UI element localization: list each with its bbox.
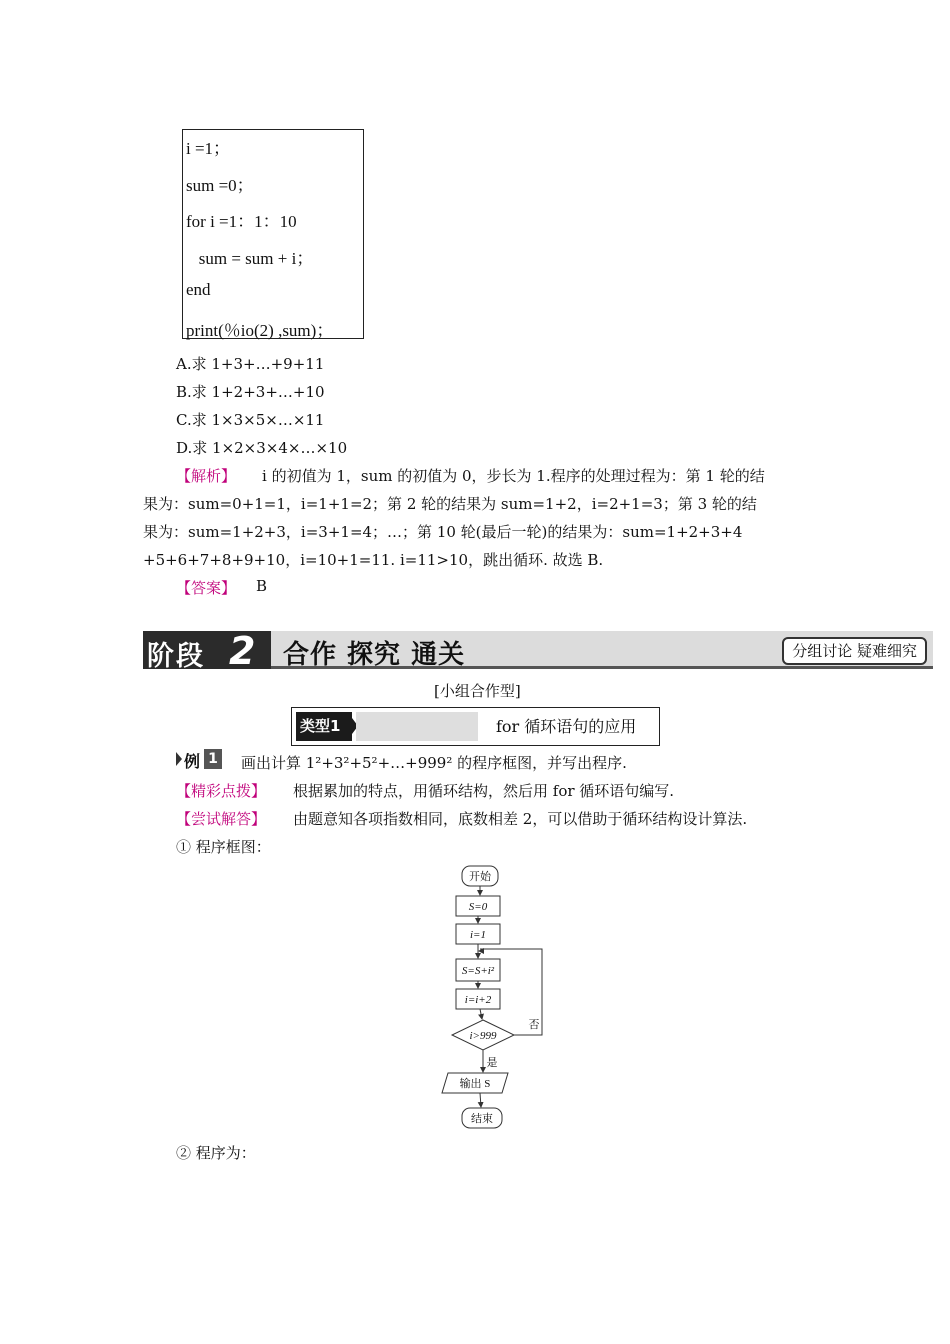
code-box — [182, 129, 364, 339]
section-title: 合作 探究 通关 — [283, 640, 466, 670]
section-header — [143, 629, 933, 673]
attempt-label: 【尝试解答】 — [176, 810, 267, 828]
code-line: sum =0； — [186, 176, 254, 195]
code-line: for i =1：1：10 — [186, 212, 297, 231]
hint-text: 根据累加的特点，用循环结构，然后用 for 循环语句编写. — [293, 782, 675, 800]
example-word: 例 — [184, 752, 201, 771]
flow-condition-label: i>999 — [469, 1030, 497, 1042]
section-stage-label: 阶段 — [147, 641, 205, 672]
example-text: 画出计算 1²+3²+5²+…+999² 的程序框图，并写出程序. — [241, 754, 627, 772]
analysis-line: 果为：sum=1+2+3，i=3+1=4；…；第 10 轮(最后一轮)的结果为：sum=1+2+3+4 — [143, 523, 743, 541]
example-number: 1 — [204, 749, 222, 769]
analysis-label: 【解析】 — [176, 467, 237, 485]
answer-value: B — [256, 577, 268, 595]
example-tag — [176, 749, 222, 769]
attempt-text: 由题意知各项指数相同，底数相差 2，可以借助于循环结构设计算法. — [293, 810, 748, 828]
flow-i-update-label: i=i+2 — [464, 994, 492, 1006]
option-b: B.求 1+2+3+…+10 — [176, 383, 325, 401]
group-type: [小组合作型] — [434, 682, 521, 700]
flow-no-label: 否 — [528, 1019, 540, 1031]
option-c: C.求 1×3×5×…×11 — [176, 411, 325, 429]
section-stage-number: 2 — [229, 629, 256, 673]
type-gray-band — [356, 712, 478, 741]
analysis-line: i 的初值为 1，sum 的初值为 0，步长为 1.程序的处理过程为：第 1 轮的结 — [262, 467, 765, 485]
type-tag: 类型1 — [296, 712, 352, 741]
flow-end-label: 结束 — [471, 1113, 493, 1125]
code-line: i =1； — [186, 139, 231, 158]
flow-yes-label: 是 — [486, 1057, 498, 1069]
step-1-label: ① 程序框图： — [176, 838, 271, 856]
step-2-label: ② 程序为： — [176, 1144, 256, 1162]
flow-start-label: 开始 — [469, 871, 491, 883]
flowchart — [430, 860, 560, 1132]
analysis-line: +5+6+7+8+9+10，i=10+1=11. i=11>10，跳出循环. 故选 B. — [143, 551, 604, 569]
option-d: D.求 1×2×3×4×…×10 — [176, 439, 348, 457]
type-text: for 循环语句的应用 — [496, 717, 637, 736]
flow-s-update-label: S=S+i² — [461, 965, 495, 977]
analysis-line: 果为：sum=0+1=1，i=1+1=2；第 2 轮的结果为 sum=1+2，i=2+1=3；第 3 轮的结 — [143, 495, 757, 513]
answer-label: 【答案】 — [176, 579, 237, 597]
type-box — [291, 707, 660, 746]
flow-s-init-label: S=0 — [468, 901, 488, 913]
code-line: print(％io(2) ,sum)； — [186, 321, 334, 340]
section-title-band — [271, 631, 933, 669]
flow-i-init-label: i=1 — [470, 929, 486, 941]
example-arrow-icon — [176, 752, 182, 766]
section-tag: 分组讨论 疑难细究 — [782, 637, 927, 665]
section-stage-block — [143, 629, 271, 673]
option-a: A.求 1+3+…+9+11 — [176, 355, 325, 373]
flow-output-label: 输出 S — [459, 1078, 491, 1090]
code-line: sum = sum + i； — [186, 249, 314, 268]
code-line: end — [186, 280, 211, 299]
hint-label: 【精彩点拨】 — [176, 782, 267, 800]
